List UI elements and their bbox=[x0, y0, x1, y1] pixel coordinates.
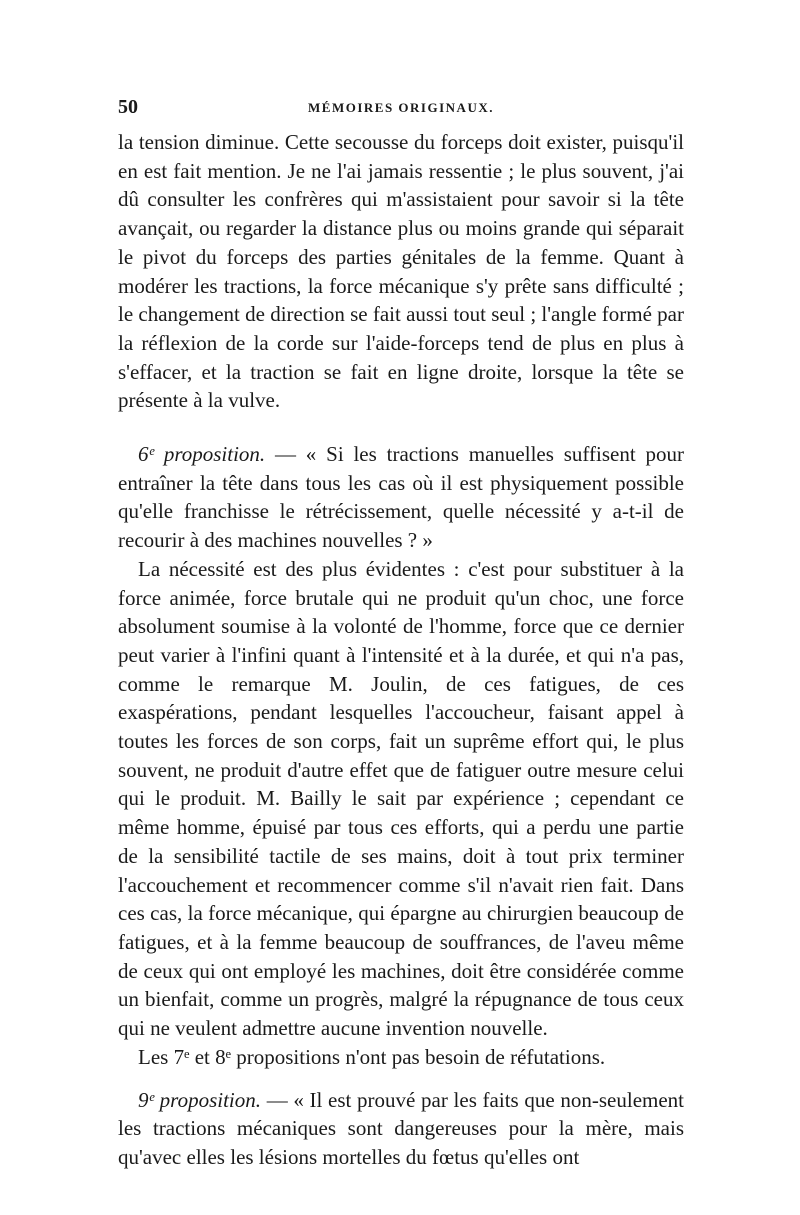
proposition-6-text: — « Si les tractions manuelles suffisent pour entraîner la tête dans tous les cas où il est physiquement possible qu'elle franchisse le rétrécissement, quelle nécessité y a-t-il de recourir à des machines nouvelles ? » bbox=[118, 442, 684, 553]
paragraph-gap bbox=[118, 415, 684, 440]
paragraph-2 bbox=[118, 440, 684, 555]
page-header bbox=[118, 96, 684, 120]
paragraph-5 bbox=[118, 1086, 684, 1172]
proposition-9-label: 9ᵉ proposition. bbox=[138, 1087, 262, 1112]
page-number: 50 bbox=[118, 96, 138, 118]
paragraph-3: La nécessité est des plus évidentes : c'est pour substituer à la force animée, force brutale qui ne produit qu'un choc, une force absolument soumise à la volonté de l'homme, force que ce dernier peut varier à l'infini quant à l'intensité et à la durée, et qui n'a pas, comme le remarque M. Joulin, de ces fatigues, de ces exaspérations, pendant lesquelles l'accoucheur, faisant appel à toutes les forces de son corps, fait un suprême effort qui, le plus souvent, ne produit d'autre effet que de fatiguer outre mesure celui qui le produit. M. Bailly le sait par expérience ; cependant ce même homme, épuisé par tous ces efforts, qui a perdu une partie de la sensibilité tactile de ses mains, doit à tout prix terminer l'accouchement et recommencer comme s'il n'avait rien fait. Dans ces cas, la force mécanique, qui épargne au chirurgien beaucoup de fatigues, et à la femme beaucoup de souffrances, de l'aveu même de ceux qui ont employé les machines, doit être considérée comme un bienfait, comme un progrès, malgré la répugnance de tous ceux qui ne veulent admettre aucune invention nouvelle. bbox=[118, 556, 684, 1041]
body-text bbox=[118, 128, 684, 1172]
running-head: MÉMOIRES ORIGINAUX. bbox=[308, 100, 494, 115]
proposition-6-label: 6ᵉ proposition. bbox=[138, 442, 266, 467]
paragraph-gap bbox=[118, 1072, 684, 1086]
paragraph-1: la tension diminue. Cette secousse du forceps doit exister, puisqu'il en est fait mention. Je ne l'ai jamais ressentie ; le plus souvent, j'ai dû consulter les confrères qui m'assistaient pour savoir si la tête avançait, ou regarder la distance plus ou moins grande qui séparait le pivot du forceps des parties génitales de la femme. Quant à modérer les tractions, la force mécanique s'y prête sans difficulté ; le changement de direction se fait aussi tout seul ; l'angle formé par la réflexion de la corde sur l'aide-forceps tend de plus en plus à s'effacer, et la traction se fait en ligne droite, lorsque la tête se présente à la vulve. bbox=[118, 130, 684, 413]
paragraph-4: Les 7ᵉ et 8ᵉ propositions n'ont pas besoin de réfutations. bbox=[138, 1044, 606, 1069]
proposition-9-text: — « Il est prouvé par les faits que non-seulement les tractions mécaniques sont dangereuses pour la mère, mais qu'avec elles les lésions mortelles du fœtus qu'elles ont bbox=[118, 1087, 685, 1169]
